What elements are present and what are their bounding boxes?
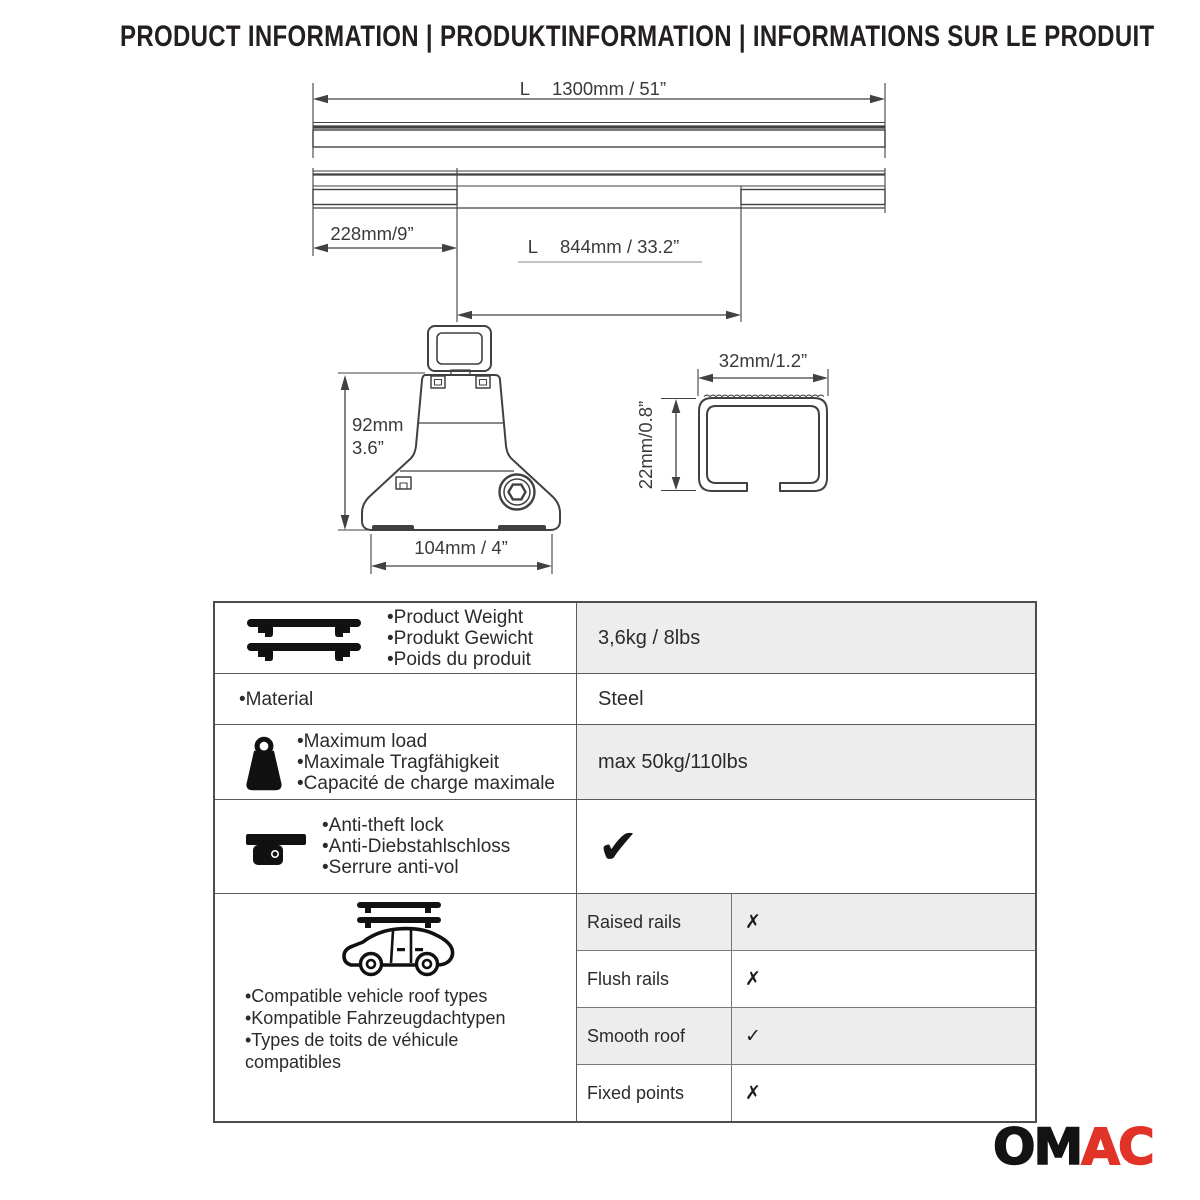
label-line: •Anti-Diebstahlschloss — [322, 836, 511, 857]
label-line: •Poids du produit — [387, 648, 531, 670]
omac-logo — [993, 1118, 1153, 1176]
anti-theft-lock-icon — [245, 833, 307, 867]
spec-table — [213, 601, 1037, 1123]
value-material: Steel — [598, 687, 644, 710]
table-row-product-weight — [215, 603, 1035, 673]
label-line: •Capacité de charge maximale — [297, 772, 556, 794]
value-product-weight: 3,6kg / 8lbs — [577, 603, 1035, 673]
table-row-maximum-load — [215, 724, 1035, 799]
subrow-smooth-roof: Smooth roof ✓ — [577, 1007, 1035, 1064]
label-line: •Maximale Tragfähigkeit — [297, 751, 500, 773]
value-anti-theft — [577, 800, 1035, 893]
dim-profile-width-label: 32mm/1.2” — [718, 350, 808, 371]
crossbar-side-view — [313, 123, 885, 148]
label-line: compatibles — [245, 1052, 342, 1072]
label-line: •Compatible vehicle roof types — [245, 986, 488, 1006]
dim-foot-height-inch: 3.6” — [352, 437, 384, 458]
dim-end-offset-label: 228mm/9” — [330, 223, 414, 244]
dim-span-prefix: L — [527, 236, 538, 257]
label-line: •Serrure anti-vol — [322, 857, 459, 878]
subrow-flush-rails: Flush rails ✗ — [577, 950, 1035, 1007]
page-title: PRODUCT INFORMATION | PRODUKTINFORMATION | INFORMATIONS SUR LE PRODUIT — [120, 20, 1155, 53]
dim-length-label: 1300mm / 51” — [552, 78, 667, 99]
label-line: •Types de toits de véhicule — [245, 1030, 459, 1050]
car-roof-icon — [341, 901, 455, 981]
roof-cross-bars-icon — [246, 616, 362, 662]
cross-mark: ✗ — [745, 1082, 761, 1104]
table-row-anti-theft — [215, 799, 1035, 893]
dim-length-prefix: L — [519, 78, 530, 99]
weight-icon — [241, 736, 287, 793]
dim-profile-height-label: 22mm/0.8” — [635, 400, 656, 490]
table-row-roof-types — [215, 893, 1035, 1121]
label-line: •Kompatible Fahrzeugdachtypen — [245, 1008, 506, 1028]
cross-mark: ✗ — [745, 911, 761, 933]
dim-foot-height-mm: 92mm — [352, 414, 404, 435]
profile-cross-section — [699, 395, 827, 491]
table-row-material — [215, 673, 1035, 724]
label-line: •Anti-theft lock — [322, 815, 444, 836]
arrowheads — [313, 95, 885, 571]
dim-foot-width-label: 104mm / 4” — [414, 537, 508, 558]
check-mark: ✔ — [598, 818, 639, 875]
label-line: •Material — [239, 688, 314, 710]
subrow-raised-rails: Raised rails ✗ — [577, 894, 1035, 950]
check-mark: ✓ — [745, 1025, 761, 1047]
label-line: •Produkt Gewicht — [387, 627, 534, 649]
subrow-fixed-points: Fixed points ✗ — [577, 1064, 1035, 1121]
logo-text-red: AC — [1081, 1118, 1153, 1176]
logo-text-black: OM — [993, 1118, 1082, 1176]
extension-lines — [313, 83, 885, 574]
dimension-lines — [328, 99, 870, 566]
cross-mark: ✗ — [745, 968, 761, 990]
label-line: •Product Weight — [387, 606, 524, 628]
roof-type-subtable — [577, 894, 1035, 1121]
label-line: •Maximum load — [297, 730, 428, 752]
value-maximum-load: max 50kg/110lbs — [577, 725, 1035, 799]
crossbar-bottom-view — [313, 171, 885, 208]
dim-span-label: 844mm / 33.2” — [560, 236, 680, 257]
